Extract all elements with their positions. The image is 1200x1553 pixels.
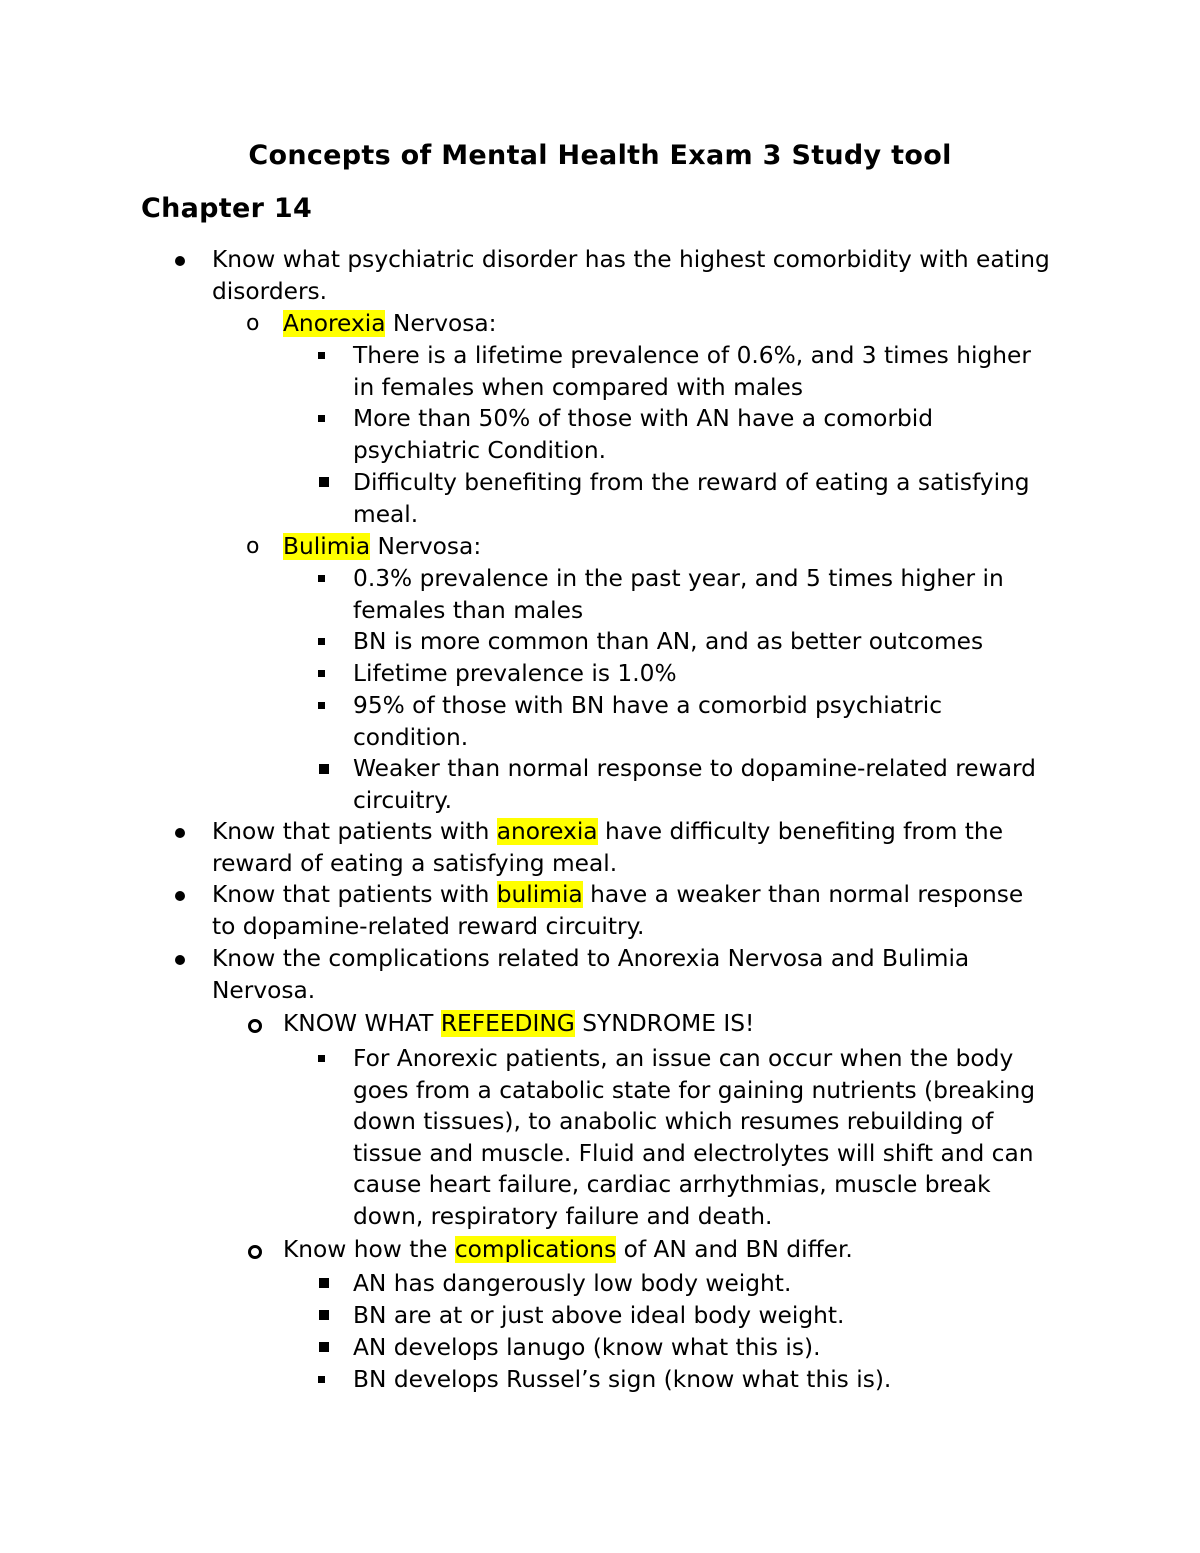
sub-bullet-text-part: SYNDROME IS!: [574, 1010, 755, 1037]
bullet-text-part: Know that patients with: [212, 881, 497, 908]
bullet-text: reward of eating a satisfying meal.: [212, 850, 618, 877]
highlighted-term: anorexia: [496, 818, 598, 845]
bullet-dot-icon: [175, 256, 185, 266]
detail-text: BN is more common than AN, and as better outcomes: [353, 628, 984, 655]
sub-bullet-text: [283, 308, 497, 340]
square-bullet-icon: [318, 1376, 325, 1383]
detail-text: Weaker than normal response to dopamine-related reward: [353, 755, 1036, 782]
detail-text: in females when compared with males: [353, 374, 803, 401]
bold-circle-bullet-icon: [248, 1019, 262, 1033]
sub-bullet-text: [283, 1234, 853, 1266]
square-bullet-icon: [318, 670, 325, 677]
sub-bullet-label: Nervosa:: [370, 533, 482, 560]
detail-text: meal.: [353, 501, 419, 528]
bullet-text-part: have a weaker than normal response: [582, 881, 1024, 908]
bullet-text-part: have difficulty benefiting from the: [597, 818, 1004, 845]
detail-text: down, respiratory failure and death.: [353, 1203, 773, 1230]
square-bullet-icon: [319, 477, 329, 487]
highlighted-term: complications: [454, 1236, 617, 1263]
sub-bullet-text-part: Know how the: [283, 1236, 455, 1263]
detail-text: 0.3% prevalence in the past year, and 5 times higher in: [353, 565, 1004, 592]
sub-bullet-text: [283, 531, 481, 563]
bullet-text: Know what psychiatric disorder has the highest comorbidity with eating: [212, 246, 1050, 273]
bullet-dot-icon: [175, 891, 185, 901]
bold-circle-bullet-icon: [248, 1245, 262, 1259]
bullet-text: Nervosa.: [212, 977, 316, 1004]
square-bullet-icon: [319, 1278, 329, 1288]
detail-text: circuitry.: [353, 787, 452, 814]
square-bullet-icon: [318, 415, 325, 422]
sub-bullet-marker: o: [246, 311, 260, 336]
detail-text: BN are at or just above ideal body weight.: [353, 1302, 845, 1329]
detail-text: For Anorexic patients, an issue can occur when the body: [353, 1045, 1014, 1072]
highlighted-term: REFEEDING: [440, 1010, 575, 1037]
detail-text: AN develops lanugo (know what this is).: [353, 1334, 821, 1361]
bullet-text: [212, 879, 1023, 911]
highlighted-term: Anorexia: [283, 310, 386, 337]
square-bullet-icon: [318, 638, 325, 645]
detail-text: Difficulty benefiting from the reward of eating a satisfying: [353, 469, 1030, 496]
bullet-text: disorders.: [212, 278, 328, 305]
bullet-text-part: Know that patients with: [212, 818, 497, 845]
square-bullet-icon: [318, 702, 325, 709]
bullet-text: Know the complications related to Anorexia Nervosa and Bulimia: [212, 945, 970, 972]
detail-text: tissue and muscle. Fluid and electrolytes will shift and can: [353, 1140, 1034, 1167]
square-bullet-icon: [319, 1310, 329, 1320]
highlighted-term: Bulimia: [283, 533, 371, 560]
detail-text: goes from a catabolic state for gaining nutrients (breaking: [353, 1077, 1036, 1104]
detail-text: psychiatric Condition.: [353, 437, 607, 464]
detail-text: condition.: [353, 724, 469, 751]
square-bullet-icon: [318, 352, 325, 359]
sub-bullet-label: Nervosa:: [385, 310, 497, 337]
detail-text: down tissues), to anabolic which resumes rebuilding of: [353, 1108, 994, 1135]
square-bullet-icon: [319, 764, 329, 774]
square-bullet-icon: [318, 1055, 325, 1062]
square-bullet-icon: [318, 575, 325, 582]
detail-text: More than 50% of those with AN have a comorbid: [353, 405, 934, 432]
sub-bullet-text-part: of AN and BN differ.: [616, 1236, 853, 1263]
detail-text: There is a lifetime prevalence of 0.6%, and 3 times higher: [353, 342, 1031, 369]
detail-text: cause heart failure, cardiac arrhythmias, muscle break: [353, 1171, 991, 1198]
detail-text: AN has dangerously low body weight.: [353, 1270, 792, 1297]
sub-bullet-text: [283, 1008, 754, 1040]
bullet-text: [212, 816, 1003, 848]
detail-text: Lifetime prevalence is 1.0%: [353, 660, 677, 687]
detail-text: BN develops Russel’s sign (know what this is).: [353, 1366, 892, 1393]
detail-text: females than males: [353, 597, 584, 624]
chapter-heading: Chapter 14: [141, 193, 313, 224]
bullet-dot-icon: [175, 828, 185, 838]
bullet-dot-icon: [175, 955, 185, 965]
square-bullet-icon: [319, 1342, 329, 1352]
document-title: Concepts of Mental Health Exam 3 Study tool: [248, 140, 952, 171]
sub-bullet-text-part: KNOW WHAT: [283, 1010, 441, 1037]
detail-text: 95% of those with BN have a comorbid psychiatric: [353, 692, 943, 719]
bullet-text: to dopamine-related reward circuitry.: [212, 913, 645, 940]
sub-bullet-marker: o: [246, 534, 260, 559]
highlighted-term: bulimia: [496, 881, 583, 908]
